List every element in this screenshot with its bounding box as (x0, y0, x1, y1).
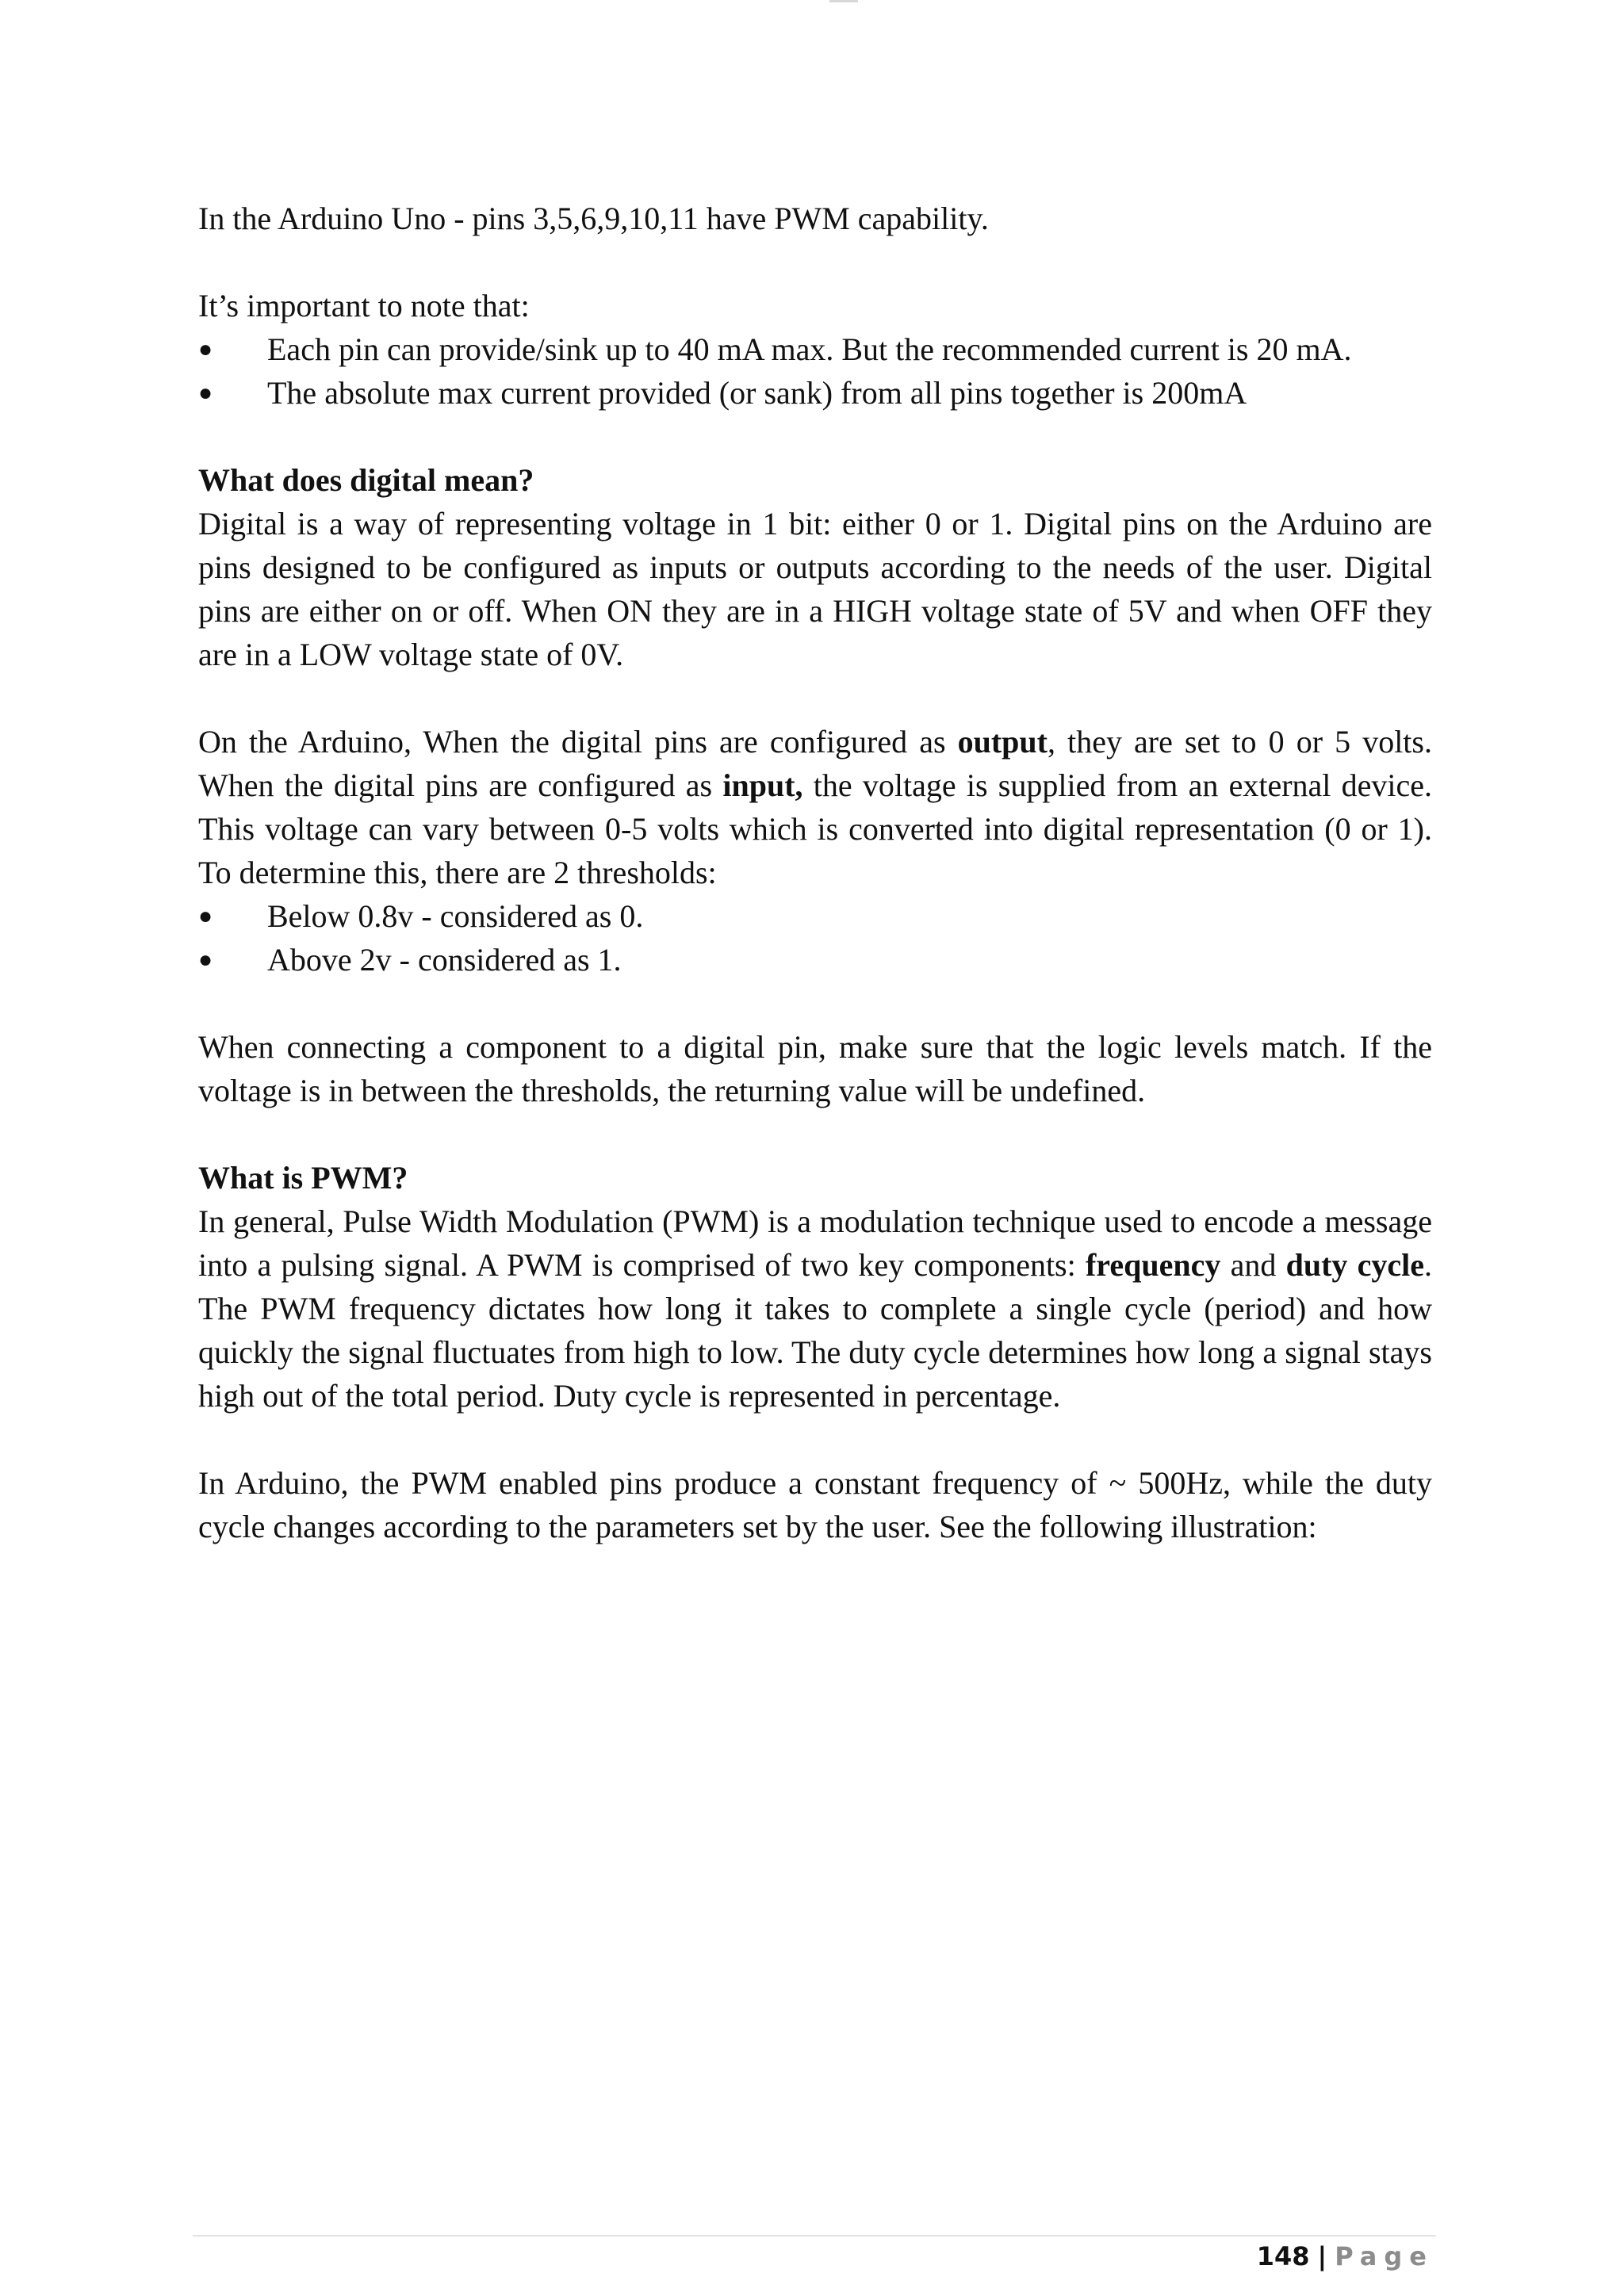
pwm-p1-text-a: In general, Pulse Width Modulation (PWM) is a modulation technique used to encode a message into a pulsing signal. A PWM is comprised of two key components: (198, 1203, 1432, 1283)
pwm-paragraph-2: In Arduino, the PWM enabled pins produce a constant frequency of ~ 500Hz, while the duty cycle changes according to the parameters set by the user. See the following illustration: (198, 1465, 1432, 1544)
digital-p2-text-c: the voltage is supplied from an external device. This voltage can vary between 0-5 volts which is converted into digital representation (0 or 1). To determine this, there are 2 thresholds: (198, 767, 1432, 890)
pwm-heading (198, 1156, 1432, 1200)
list-item (198, 938, 1432, 982)
note-heading: It’s important to note that: (198, 288, 530, 323)
digital-paragraph-1: Digital is a way of representing voltage in 1 bit: either 0 or 1. Digital pins on the Arduino are pins designed to be configured as inputs or outputs according to the needs of the user. Digital pins are either on or off. When ON they are in a HIGH voltage state of 5V and when OFF they are in a LOW voltage state of 0V. (198, 506, 1432, 672)
threshold-list (198, 894, 1432, 982)
list-item-text: The absolute max current provided (or sank) from all pins together is 200mA (267, 375, 1247, 411)
pwm-paragraph-1 (198, 1200, 1432, 1418)
footer-separator: | (1317, 2241, 1327, 2271)
pwm-p1-and: and (1220, 1247, 1286, 1283)
page-number: 148 (1256, 2241, 1310, 2271)
duty-cycle-term: duty cycle (1285, 1247, 1425, 1283)
note-list (198, 327, 1432, 415)
digital-heading-text: What does digital mean? (198, 462, 534, 498)
bullet-icon: ● (198, 336, 213, 362)
page-footer (1257, 2239, 1434, 2274)
pwm-heading-text: What is PWM? (198, 1160, 408, 1196)
page-content (198, 197, 1432, 1548)
bullet-icon: ● (198, 947, 213, 973)
frequency-term: frequency (1085, 1247, 1221, 1283)
output-term: output (957, 724, 1048, 760)
digital-heading (198, 458, 1432, 502)
top-edge-mark (829, 0, 858, 2)
list-item-text: Above 2v - considered as 1. (267, 942, 622, 978)
digital-p2-text-b: , they are set to 0 or 5 volts. When the digital pins are configured as (198, 724, 1432, 803)
bullet-icon: ● (198, 903, 213, 929)
list-item-text: Below 0.8v - considered as 0. (267, 898, 644, 934)
list-item-text: Each pin can provide/sink up to 40 mA max. But the recommended current is 20 mA. (267, 331, 1352, 367)
list-item (198, 327, 1432, 371)
page-label: Page (1335, 2241, 1434, 2271)
digital-paragraph-3: When connecting a component to a digital pin, make sure that the logic levels match. If the voltage is in between the thresholds, the returning value will be undefined. (198, 1029, 1432, 1108)
digital-p2-text-a: On the Arduino, When the digital pins are configured as (198, 724, 958, 760)
input-term: input, (722, 767, 803, 803)
intro-paragraph: In the Arduino Uno - pins 3,5,6,9,10,11 have PWM capability. (198, 201, 989, 236)
list-item (198, 371, 1432, 415)
pwm-p1-text-b: . The PWM frequency dictates how long it takes to complete a single cycle (period) and how quickly the signal fluctuates from high to low. The duty cycle determines how long a signal stays high out of the total period. Duty cycle is represented in percentage. (198, 1247, 1433, 1414)
digital-paragraph-2 (198, 720, 1432, 894)
bullet-icon: ● (198, 380, 213, 406)
footer-divider (193, 2235, 1436, 2237)
list-item (198, 894, 1432, 938)
